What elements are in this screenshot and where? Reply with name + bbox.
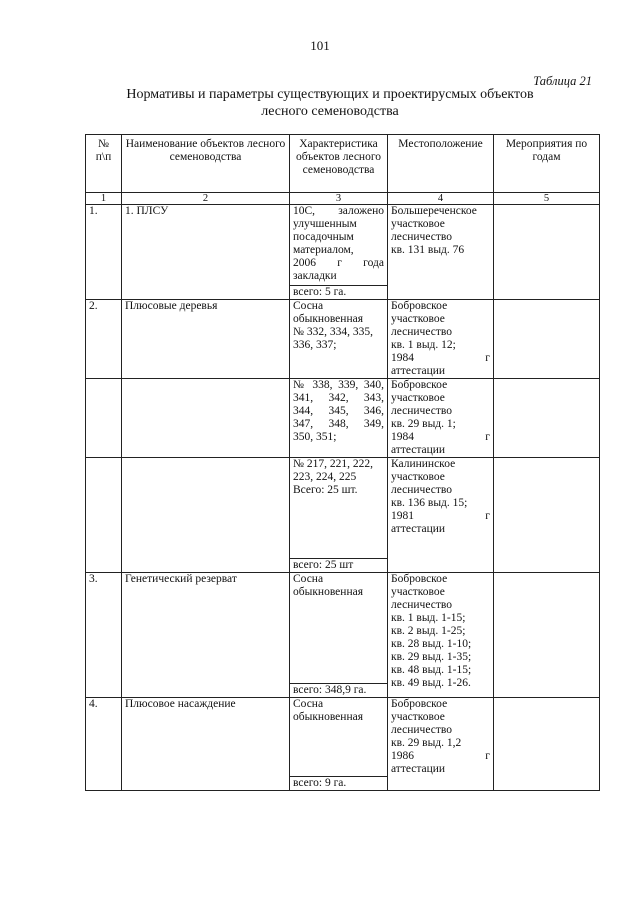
col-index-3: 3 [290,193,388,205]
row-measures [494,300,600,379]
loc-line: лесничество [391,326,452,338]
char-line: 223, 224, 225 [293,471,357,483]
row-number: 3. [86,573,122,698]
row-total: всего: 25 шт [290,559,388,573]
row-location [388,300,494,379]
seed-objects-table [85,134,600,791]
char-line: 336, 337; [293,339,337,351]
row-number: 2. [86,300,122,379]
char-line: обыкновенная [293,711,363,723]
row-object-name: Плюсовое насаждение [122,698,290,791]
row-characteristic [290,573,388,684]
row-characteristic [290,300,388,379]
table-row [86,573,600,684]
row-characteristic [290,379,388,458]
loc-line: Большереченское [391,205,477,217]
loc-line: участковое [391,711,445,723]
title-line-2: лесного семеноводства [261,104,399,119]
row-number: 1. [86,205,122,300]
title-line-1: Нормативы и параметры существующих и проектирусмых объектов [126,87,534,102]
row-number-empty [86,458,122,573]
table-row [86,379,600,458]
char-line: улучшенным [293,218,357,230]
row-measures [494,698,600,791]
loc-line: Бобровское [391,300,448,312]
header-characteristic: Характеристика объектов лесного семеноводства [290,135,388,193]
char-line: № 217, 221, 222, [293,458,373,470]
col-index-2: 2 [122,193,290,205]
char-line: Сосна [293,573,324,585]
row-object-name: Плюсовые деревья [122,300,290,379]
char-line: 2006 г года [293,257,384,269]
loc-line: кв. 49 выд. 1-26. [391,677,471,689]
row-number-empty [86,379,122,458]
loc-line: участковое [391,313,445,325]
char-line: № 338, 339, 340, [293,379,384,391]
column-index-row [86,193,600,205]
row-measures [494,458,600,573]
loc-line: Бобровское [391,573,448,585]
loc-line: кв. 136 выд. 15; [391,497,468,509]
loc-line: кв. 1 выд. 1-15; [391,612,466,624]
loc-line: Бобровское [391,698,448,710]
loc-line: аттестации [391,523,446,535]
loc-line: кв. 29 выд. 1-35; [391,651,472,663]
page-number: 101 [310,38,330,53]
row-object-name-empty [122,458,290,573]
row-total: всего: 5 га. [290,286,388,300]
char-line: Сосна [293,698,324,710]
loc-line: кв. 28 выд. 1-10; [391,638,472,650]
loc-line: кв. 131 выд. 76 [391,244,465,256]
loc-line: аттестации [391,763,446,775]
loc-line: аттестации [391,365,446,377]
loc-line: лесничество [391,599,452,611]
table-row [86,300,600,379]
row-total: всего: 348,9 га. [290,684,388,698]
loc-line: кв. 29 выд. 1; [391,418,456,430]
table-row [86,698,600,777]
loc-line: 1981 г [391,510,490,522]
row-characteristic [290,205,388,286]
row-measures [494,205,600,300]
header-measures: Мероприятия по годам [494,135,600,193]
loc-line: кв. 2 выд. 1-25; [391,625,466,637]
loc-line: 1984 г [391,352,490,364]
loc-line: Калининское [391,458,456,470]
row-object-name-empty [122,379,290,458]
char-line: обыкновенная [293,313,363,325]
header-name: Наименование объектов лесного семеноводства [122,135,290,193]
table-row [86,458,600,559]
char-line: материалом, [293,244,354,256]
header-location: Местоположение [388,135,494,193]
loc-line: 1986 г [391,750,490,762]
loc-line: лесничество [391,724,452,736]
row-location [388,458,494,573]
table-header-row [86,135,600,193]
char-line: № 332, 334, 335, [293,326,373,338]
header-number: № п\п [86,135,122,193]
loc-line: лесничество [391,231,452,243]
loc-line: кв. 48 выд. 1-15; [391,664,472,676]
char-line: посадочным [293,231,354,243]
loc-line: кв. 29 выд. 1,2 [391,737,462,749]
char-line: обыкновенная [293,586,363,598]
loc-line: участковое [391,218,445,230]
loc-line: лесничество [391,405,452,417]
loc-line: участковое [391,586,445,598]
char-line: 344, 345, 346, [293,405,384,417]
char-line: Сосна [293,300,324,312]
col-index-5: 5 [494,193,600,205]
loc-line: кв. 1 выд. 12; [391,339,456,351]
char-line: 350, 351; [293,431,337,443]
col-index-1: 1 [86,193,122,205]
loc-line: лесничество [391,484,452,496]
loc-line: аттестации [391,444,446,456]
row-object-name: Генетический резерват [122,573,290,698]
row-number: 4. [86,698,122,791]
char-line: 341, 342, 343, [293,392,384,404]
row-location [388,379,494,458]
char-line: закладки [293,270,337,282]
row-total: всего: 9 га. [290,777,388,791]
loc-line: участковое [391,471,445,483]
row-location [388,205,494,300]
loc-line: участковое [391,392,445,404]
row-measures [494,379,600,458]
col-index-4: 4 [388,193,494,205]
char-line: 347, 348, 349, [293,418,384,430]
loc-line: Бобровское [391,379,448,391]
table-title [100,86,560,120]
row-location [388,698,494,791]
char-line: Всего: 25 шт. [293,484,358,496]
char-line: 10С, заложено [293,205,384,217]
table-row [86,205,600,286]
row-location [388,573,494,698]
loc-line: 1984 г [391,431,490,443]
table-label: Таблица 21 [533,74,592,88]
row-object-name: 1. ПЛСУ [122,205,290,300]
row-characteristic [290,458,388,559]
row-characteristic [290,698,388,777]
row-measures [494,573,600,698]
